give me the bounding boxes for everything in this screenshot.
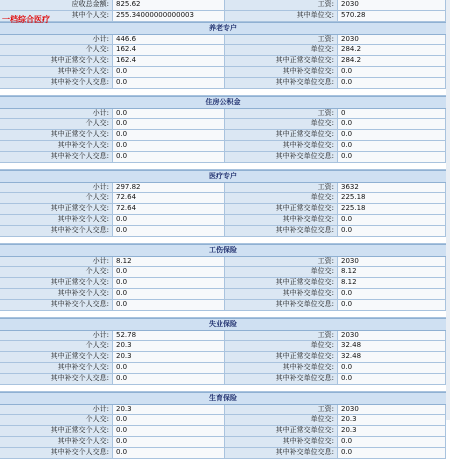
row-label: 其中补交个人交: bbox=[0, 289, 113, 299]
row-label: 其中正常交个人交: bbox=[0, 204, 113, 214]
row-label: 其中正常交个人交: bbox=[0, 130, 113, 140]
row-value: 0.0 bbox=[113, 226, 225, 236]
section-header: 失业保险 bbox=[0, 318, 446, 331]
table-row bbox=[0, 56, 446, 67]
row-value: 0.0 bbox=[338, 141, 446, 151]
row-label: 工资: bbox=[225, 35, 338, 45]
row-label: 其中正常交单位交: bbox=[225, 56, 338, 66]
row-value: 0.0 bbox=[113, 289, 225, 299]
row-value: 0.0 bbox=[113, 267, 225, 277]
row-value: 20.3 bbox=[338, 415, 446, 425]
row-value: 20.3 bbox=[113, 405, 225, 415]
row-label: 其中补交单位交息: bbox=[225, 152, 338, 162]
row-value: 162.4 bbox=[113, 56, 225, 66]
table-row bbox=[0, 78, 446, 89]
row-label: 其中补交单位交: bbox=[225, 437, 338, 447]
section-spacer bbox=[0, 237, 446, 244]
table-row bbox=[0, 437, 446, 448]
row-value: 20.3 bbox=[113, 341, 225, 351]
row-label: 工资: bbox=[225, 183, 338, 193]
row-label: 其中单位交: bbox=[225, 11, 338, 21]
row-label: 其中补交单位交息: bbox=[225, 374, 338, 384]
section-header: 生育保险 bbox=[0, 392, 446, 405]
row-label: 其中正常交单位交: bbox=[225, 426, 338, 436]
row-value: 297.82 bbox=[113, 183, 225, 193]
row-value: 570.28 bbox=[338, 11, 446, 21]
row-value: 0.0 bbox=[338, 289, 446, 299]
table-row bbox=[0, 289, 446, 300]
row-value: 0.0 bbox=[113, 130, 225, 140]
row-value: 0.0 bbox=[113, 278, 225, 288]
row-value: 2030 bbox=[338, 405, 446, 415]
row-value: 0.0 bbox=[113, 437, 225, 447]
table-row bbox=[0, 119, 446, 130]
row-label: 个人交: bbox=[0, 193, 113, 203]
row-value: 225.18 bbox=[338, 204, 446, 214]
row-label: 单位交: bbox=[225, 341, 338, 351]
row-label: 个人交: bbox=[0, 341, 113, 351]
row-value: 225.18 bbox=[338, 193, 446, 203]
row-label: 其中补交个人交息: bbox=[0, 448, 113, 458]
table-row bbox=[0, 363, 446, 374]
row-label: 工资: bbox=[225, 109, 338, 119]
table-row bbox=[0, 352, 446, 363]
table-row bbox=[0, 257, 446, 268]
row-value: 8.12 bbox=[113, 257, 225, 267]
row-value: 0.0 bbox=[338, 130, 446, 140]
row-value: 0.0 bbox=[338, 215, 446, 225]
table-row bbox=[0, 226, 446, 237]
row-value: 0.0 bbox=[338, 363, 446, 373]
row-label: 小计: bbox=[0, 405, 113, 415]
table-row bbox=[0, 11, 446, 22]
section-header: 住房公积金 bbox=[0, 96, 446, 109]
table-row bbox=[0, 426, 446, 437]
table-row bbox=[0, 215, 446, 226]
row-value: 0.0 bbox=[338, 78, 446, 88]
row-label: 其中补交个人交息: bbox=[0, 152, 113, 162]
row-label: 其中补交个人交: bbox=[0, 215, 113, 225]
row-value: 0.0 bbox=[338, 300, 446, 310]
row-label: 单位交: bbox=[225, 415, 338, 425]
row-value: 32.48 bbox=[338, 352, 446, 362]
row-label: 单位交: bbox=[225, 193, 338, 203]
row-value: 0.0 bbox=[113, 374, 225, 384]
row-value: 0.0 bbox=[113, 426, 225, 436]
row-label: 其中补交单位交: bbox=[225, 289, 338, 299]
row-value: 0.0 bbox=[338, 226, 446, 236]
row-value: 0.0 bbox=[113, 119, 225, 129]
row-label: 其中补交个人交: bbox=[0, 363, 113, 373]
table-row bbox=[0, 448, 446, 459]
row-value: 0.0 bbox=[338, 119, 446, 129]
table-row bbox=[0, 278, 446, 289]
row-label: 其中补交个人交: bbox=[0, 67, 113, 77]
row-label: 个人交: bbox=[0, 267, 113, 277]
table-row bbox=[0, 405, 446, 416]
row-label: 其中补交个人交息: bbox=[0, 374, 113, 384]
row-value: 0.0 bbox=[113, 215, 225, 225]
row-value: 0.0 bbox=[113, 448, 225, 458]
row-label: 应收总金额: bbox=[0, 0, 113, 10]
table-row bbox=[0, 45, 446, 56]
table-row bbox=[0, 341, 446, 352]
row-value: 0.0 bbox=[338, 437, 446, 447]
row-value: 32.48 bbox=[338, 341, 446, 351]
row-value: 72.64 bbox=[113, 204, 225, 214]
row-label: 个人交: bbox=[0, 45, 113, 55]
table-row bbox=[0, 331, 446, 342]
table-row bbox=[0, 0, 446, 11]
section-spacer bbox=[0, 163, 446, 170]
row-value: 0.0 bbox=[113, 78, 225, 88]
row-value: 2030 bbox=[338, 0, 446, 10]
row-label: 其中补交个人交息: bbox=[0, 78, 113, 88]
row-value: 0.0 bbox=[113, 415, 225, 425]
row-value: 0.0 bbox=[338, 448, 446, 458]
row-label: 其中正常交个人交: bbox=[0, 426, 113, 436]
row-value: 0.0 bbox=[113, 141, 225, 151]
row-value: 2030 bbox=[338, 35, 446, 45]
row-label: 其中正常交个人交: bbox=[0, 352, 113, 362]
table-row bbox=[0, 35, 446, 46]
row-label: 单位交: bbox=[225, 119, 338, 129]
row-label: 其中补交个人交: bbox=[0, 141, 113, 151]
row-value: 52.78 bbox=[113, 331, 225, 341]
row-label: 其中补交单位交息: bbox=[225, 448, 338, 458]
row-value: 0.0 bbox=[338, 374, 446, 384]
table-row bbox=[0, 267, 446, 278]
row-label: 其中正常交个人交: bbox=[0, 56, 113, 66]
row-value: 3632 bbox=[338, 183, 446, 193]
row-label: 其中补交单位交息: bbox=[225, 226, 338, 236]
row-label: 其中补交单位交息: bbox=[225, 300, 338, 310]
row-label: 单位交: bbox=[225, 45, 338, 55]
row-label: 其中正常交单位交: bbox=[225, 204, 338, 214]
row-label: 其中补交单位交: bbox=[225, 363, 338, 373]
row-label: 其中正常交单位交: bbox=[225, 352, 338, 362]
row-value: 0.0 bbox=[113, 152, 225, 162]
row-label: 小计: bbox=[0, 109, 113, 119]
brand-label: 一档综合医疗 bbox=[2, 15, 50, 24]
section-spacer bbox=[0, 89, 446, 96]
row-value: 446.6 bbox=[113, 35, 225, 45]
row-label: 个人交: bbox=[0, 119, 113, 129]
row-label: 其中补交单位交: bbox=[225, 67, 338, 77]
row-label: 工资: bbox=[225, 0, 338, 10]
row-label: 其中正常交单位交: bbox=[225, 130, 338, 140]
row-value: 0.0 bbox=[113, 67, 225, 77]
row-value: 284.2 bbox=[338, 45, 446, 55]
row-label: 小计: bbox=[0, 331, 113, 341]
row-label: 工资: bbox=[225, 331, 338, 341]
section-spacer bbox=[0, 311, 446, 318]
table-row bbox=[0, 141, 446, 152]
row-label: 其中补交个人交息: bbox=[0, 226, 113, 236]
row-value: 20.3 bbox=[338, 426, 446, 436]
row-value: 255.34000000000003 bbox=[113, 11, 225, 21]
row-value: 8.12 bbox=[338, 267, 446, 277]
row-label: 其中个人交: bbox=[0, 11, 113, 21]
row-value: 0.0 bbox=[113, 109, 225, 119]
row-label: 其中补交单位交: bbox=[225, 141, 338, 151]
row-label: 小计: bbox=[0, 257, 113, 267]
table-row bbox=[0, 152, 446, 163]
table-row bbox=[0, 67, 446, 78]
row-label: 单位交: bbox=[225, 267, 338, 277]
row-label: 其中正常交个人交: bbox=[0, 278, 113, 288]
row-value: 2030 bbox=[338, 331, 446, 341]
table-row bbox=[0, 183, 446, 194]
row-label: 其中补交单位交息: bbox=[225, 78, 338, 88]
row-label: 个人交: bbox=[0, 415, 113, 425]
section-header: 养老专户 bbox=[0, 22, 446, 35]
row-label: 小计: bbox=[0, 35, 113, 45]
row-value: 0.0 bbox=[338, 67, 446, 77]
row-value: 0 bbox=[338, 109, 446, 119]
row-label: 其中补交个人交: bbox=[0, 437, 113, 447]
row-label: 小计: bbox=[0, 183, 113, 193]
row-value: 0.0 bbox=[113, 300, 225, 310]
row-label: 工资: bbox=[225, 257, 338, 267]
row-value: 20.3 bbox=[113, 352, 225, 362]
table-row bbox=[0, 130, 446, 141]
row-label: 其中补交单位交: bbox=[225, 215, 338, 225]
table-row bbox=[0, 300, 446, 311]
row-value: 2030 bbox=[338, 257, 446, 267]
row-value: 72.64 bbox=[113, 193, 225, 203]
row-value: 8.12 bbox=[338, 278, 446, 288]
table-row bbox=[0, 204, 446, 215]
row-value: 0.0 bbox=[113, 363, 225, 373]
section-header: 医疗专户 bbox=[0, 170, 446, 183]
table-row bbox=[0, 193, 446, 204]
row-value: 284.2 bbox=[338, 56, 446, 66]
row-label: 其中补交个人交息: bbox=[0, 300, 113, 310]
row-label: 工资: bbox=[225, 405, 338, 415]
table-row bbox=[0, 374, 446, 385]
table-row bbox=[0, 109, 446, 120]
row-value: 0.0 bbox=[338, 152, 446, 162]
row-value: 162.4 bbox=[113, 45, 225, 55]
section-header: 工伤保险 bbox=[0, 244, 446, 257]
table-row bbox=[0, 415, 446, 426]
vertical-scrollbar[interactable] bbox=[446, 0, 450, 420]
section-spacer bbox=[0, 385, 446, 392]
row-value: 825.62 bbox=[113, 0, 225, 10]
row-label: 其中正常交单位交: bbox=[225, 278, 338, 288]
